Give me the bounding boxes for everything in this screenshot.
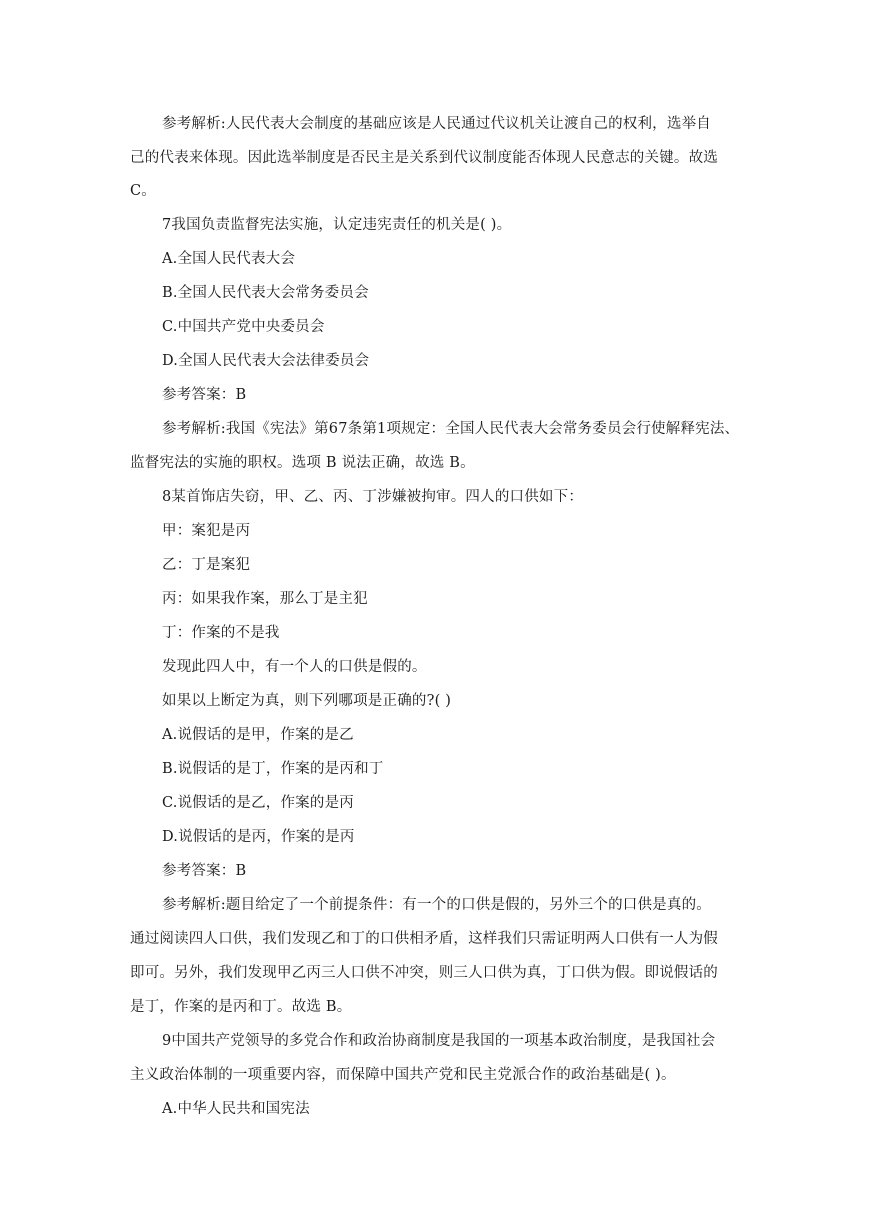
q7-analysis-line-2: 监督宪法的实施的职权。选项 B 说法正确，故选 B。: [130, 455, 475, 471]
q8-statement-jia: 甲：案犯是丙: [162, 523, 251, 539]
q6-analysis-line-2: 己的代表来体现。因此选举制度是否民主是关系到代议制度能否体现人民意志的关键。故选: [130, 150, 718, 166]
q7-option-c: C.中国共产党中央委员会: [162, 319, 325, 335]
q7-option-d: D.全国人民代表大会法律委员会: [162, 353, 370, 369]
q8-option-b: B.说假话的是丁，作案的是丙和丁: [162, 761, 384, 777]
q8-option-d: D.说假话的是丙，作案的是丙: [162, 829, 355, 845]
q8-prompt: 如果以上断定为真，则下列哪项是正确的?( ): [162, 693, 452, 709]
q8-answer: 参考答案：B: [162, 863, 247, 879]
q8-statement-yi: 乙：丁是案犯: [162, 557, 251, 573]
q7-analysis-line-1: 参考解析:我国《宪法》第67条第1项规定：全国人民代表大会常务委员会行使解释宪法、: [162, 421, 740, 437]
q8-question: 8某首饰店失窃，甲、乙、丙、丁涉嫌被拘审。四人的口供如下：: [162, 489, 584, 505]
q8-analysis-line-4: 是丁，作案的是丙和丁。故选 B。: [130, 999, 352, 1015]
q8-analysis-line-2: 通过阅读四人口供，我们发现乙和丁的口供相矛盾，这样我们只需证明两人口供有一人为假: [130, 931, 718, 947]
q8-statement-bing: 丙：如果我作案，那么丁是主犯: [162, 591, 368, 607]
q6-analysis-line-1: 参考解析:人民代表大会制度的基础应该是人民通过代议机关让渡自己的权利，选举自: [162, 116, 711, 132]
q9-question-line-1: 9中国共产党领导的多党合作和政治协商制度是我国的一项基本政治制度，是我国社会: [162, 1033, 716, 1049]
q8-option-a: A.说假话的是甲，作案的是乙: [162, 727, 354, 743]
q7-option-b: B.全国人民代表大会常务委员会: [162, 285, 369, 301]
q7-answer: 参考答案：B: [162, 387, 247, 403]
q6-analysis-line-3: C。: [130, 183, 156, 199]
q9-option-a: A.中华人民共和国宪法: [162, 1101, 310, 1117]
q8-analysis-line-1: 参考解析:题目给定了一个前提条件：有一个的口供是假的，另外三个的口供是真的。: [162, 897, 711, 913]
q7-option-a: A.全国人民代表大会: [162, 251, 296, 267]
q9-question-line-2: 主义政治体制的一项重要内容，而保障中国共产党和民主党派合作的政治基础是( )。: [130, 1067, 676, 1083]
q8-statement-ding: 丁：作案的不是我: [162, 625, 280, 641]
q7-question: 7我国负责监督宪法实施，认定违宪责任的机关是( )。: [162, 217, 512, 233]
q8-condition: 发现此四人中，有一个人的口供是假的。: [162, 659, 427, 675]
q8-analysis-line-3: 即可。另外，我们发现甲乙丙三人口供不冲突，则三人口供为真，丁口供为假。即说假话的: [130, 965, 718, 981]
q8-option-c: C.说假话的是乙，作案的是丙: [162, 795, 354, 811]
